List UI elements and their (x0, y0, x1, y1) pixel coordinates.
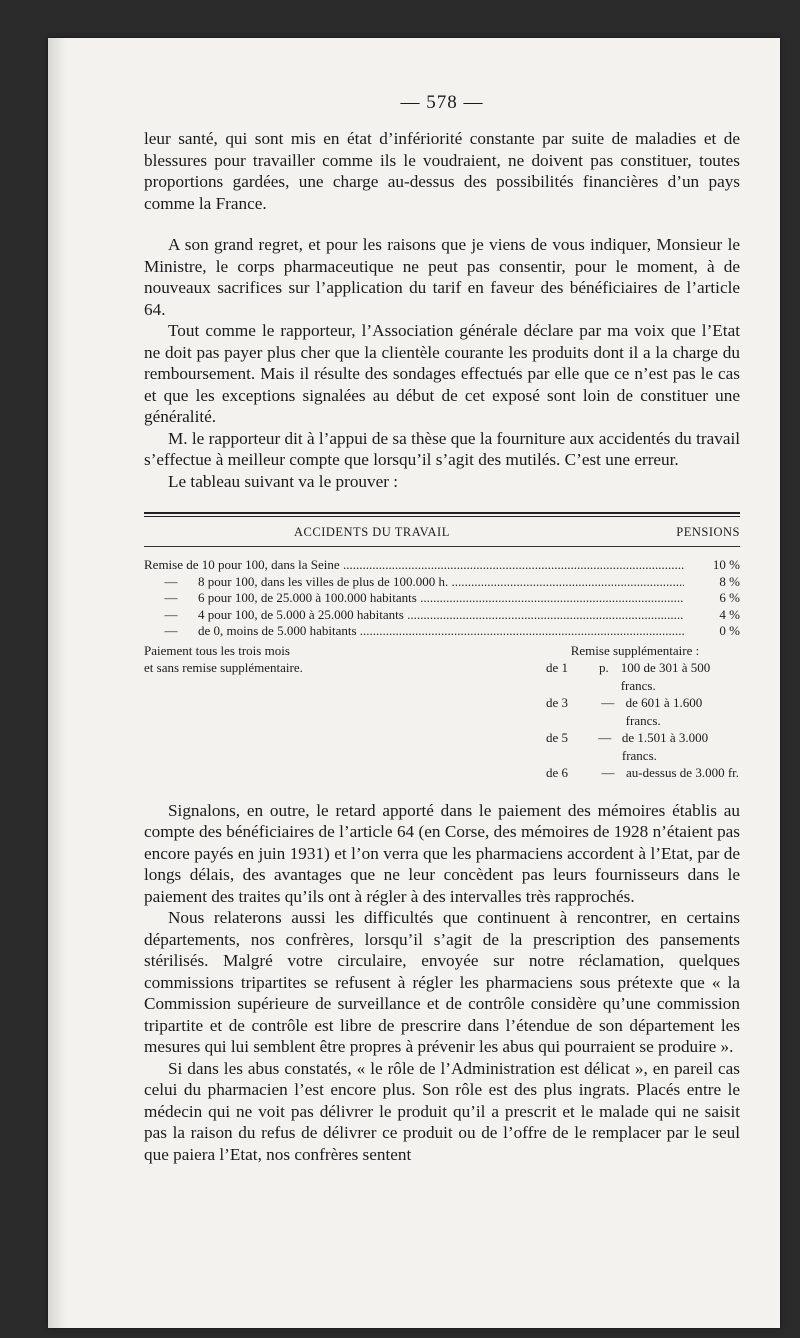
row-value: 10 % (712, 557, 740, 572)
pensions-schedule (414, 642, 740, 782)
paragraph-6: Signalons, en outre, le retard apporté dans le paiement des mémoires établis au compte des bénéficiaires de l’article 64 (en Corse, des mémoires de 1928 n’étaient pas encore payés en juin 1931) et l’on verra que les pharmaciens accordent à l’Etat, par de longs délais, des avantages que ne leur concèdent pas leurs fournisseurs dans le paiement des traites qu’ils ont à régler à des intervalles très rapprochés. (144, 800, 740, 906)
table-notes (144, 642, 740, 782)
paragraph-4: M. le rapporteur dit à l’appui de sa thèse que la fourniture aux accidentés du travail s’effectue à meilleur compte que lorsqu’il s’agit des mutilés. C’est une erreur. (144, 428, 740, 469)
table-row (144, 607, 740, 624)
col-header-pensions: PENSIONS (676, 525, 740, 539)
paragraph-1: leur santé, qui sont mis en état d’infériorité constante par suite de maladies et de blessures pour travailler comme ils le voudraient, ne doivent pas constituer, toutes proportions gardées, une charge au-dessus des possibilités financières d’un pays comme la France. (144, 129, 740, 213)
row-label: — de 0, moins de 5.000 habitants ..... (144, 623, 684, 640)
page-content (144, 92, 740, 1165)
document-page (48, 38, 780, 1328)
paragraph-8: Si dans les abus constatés, « le rôle de l’Administration est délicat », en pareil cas celui du pharmacien l’est encore plus. Son rôle est des plus ingrats. Placés entre le médecin qui ne voit pas délivrer le produit qu’il a prescrit et le malade qui ne saisit pas la raison du refus de délivrer ce produit ou de l’offre de le remplacer par le seul que paiera l’Etat, nos confrères sentent (144, 1058, 740, 1164)
row-label: — 4 pour 100, de 5.000 à 25.000 habitants ..... (144, 607, 684, 624)
row-label: — 8 pour 100, dans les villes de plus de 100.000 h. ..... (144, 574, 684, 591)
row-value: 8 % (719, 573, 740, 589)
row-value: 0 % (719, 623, 740, 638)
row-label: — 6 pour 100, de 25.000 à 100.000 habitants ..... (144, 590, 684, 607)
row-value: 4 % (719, 606, 740, 622)
row-value: 6 % (719, 590, 740, 605)
schedule-row: de 5 — de 1.501 à 3.000 francs. (546, 730, 709, 763)
table-row (144, 574, 740, 591)
schedule-row: de 1 p. 100 de 301 à 500 francs. (546, 660, 711, 693)
page-number: — 578 — (400, 92, 484, 113)
schedule-row: de 3 — de 601 à 1.600 francs. (546, 695, 703, 728)
table-header-rule (144, 546, 740, 547)
table-row (144, 557, 740, 574)
page-edge-shadow (48, 38, 66, 1328)
table-row (144, 590, 740, 607)
table-header (144, 525, 740, 540)
schedule-header: Remise supplémentaire : (570, 642, 700, 658)
paragraph-5: Le tableau suivant va le prouver : (168, 471, 399, 491)
accidents-payment-note: Paiement tous les trois mois et sans remise supplémentaire. (144, 642, 303, 675)
schedule-row: de 6 — au-dessus de 3.000 fr. (546, 765, 740, 780)
paragraph-3: Tout comme le rapporteur, l’Association générale déclare par ma voix que l’Etat ne doit pas payer plus cher que la clientèle courante les produits dont il a la charge du remboursement. Mais il résulte des sondages effectués par elle que ce n’est pas le cas et que les exceptions signalées au début de cet exposé sont loin de constituer une généralité. (144, 321, 740, 426)
table-row (144, 623, 740, 640)
paragraph-7: Nous relaterons aussi les difficultés que continuent à rencontrer, en certains départements, nos confrères, lorsqu’il s’agit de la prescription des pansements stérilisés. Malgré votre circulaire, envoyée sur notre réclamation, quelques commissions tripartites se refusent à régler les pharmaciens sous prétexte que « la Commission supérieure de surveillance et de contrôle considère qu’une commission tripartite et de contrôle est libre de prescrire dans l’étendue de son département les mesures qui lui semblent être propres à prévenir les abus qui pourraient se produire ». (144, 908, 740, 1056)
paragraph-2: A son grand regret, et pour les raisons que je viens de vous indiquer, Monsieur le Ministre, le corps pharmaceutique ne peut pas consentir, pour le moment, à de nouveaux sacrifices sur l’application du tarif en faveur des bénéficiaires de l’article 64. (144, 235, 740, 319)
table-top-rule (144, 512, 740, 517)
row-label: Remise de 10 pour 100, dans la Seine ..... (144, 557, 684, 574)
col-header-accidents: ACCIDENTS DU TRAVAIL (294, 525, 450, 539)
